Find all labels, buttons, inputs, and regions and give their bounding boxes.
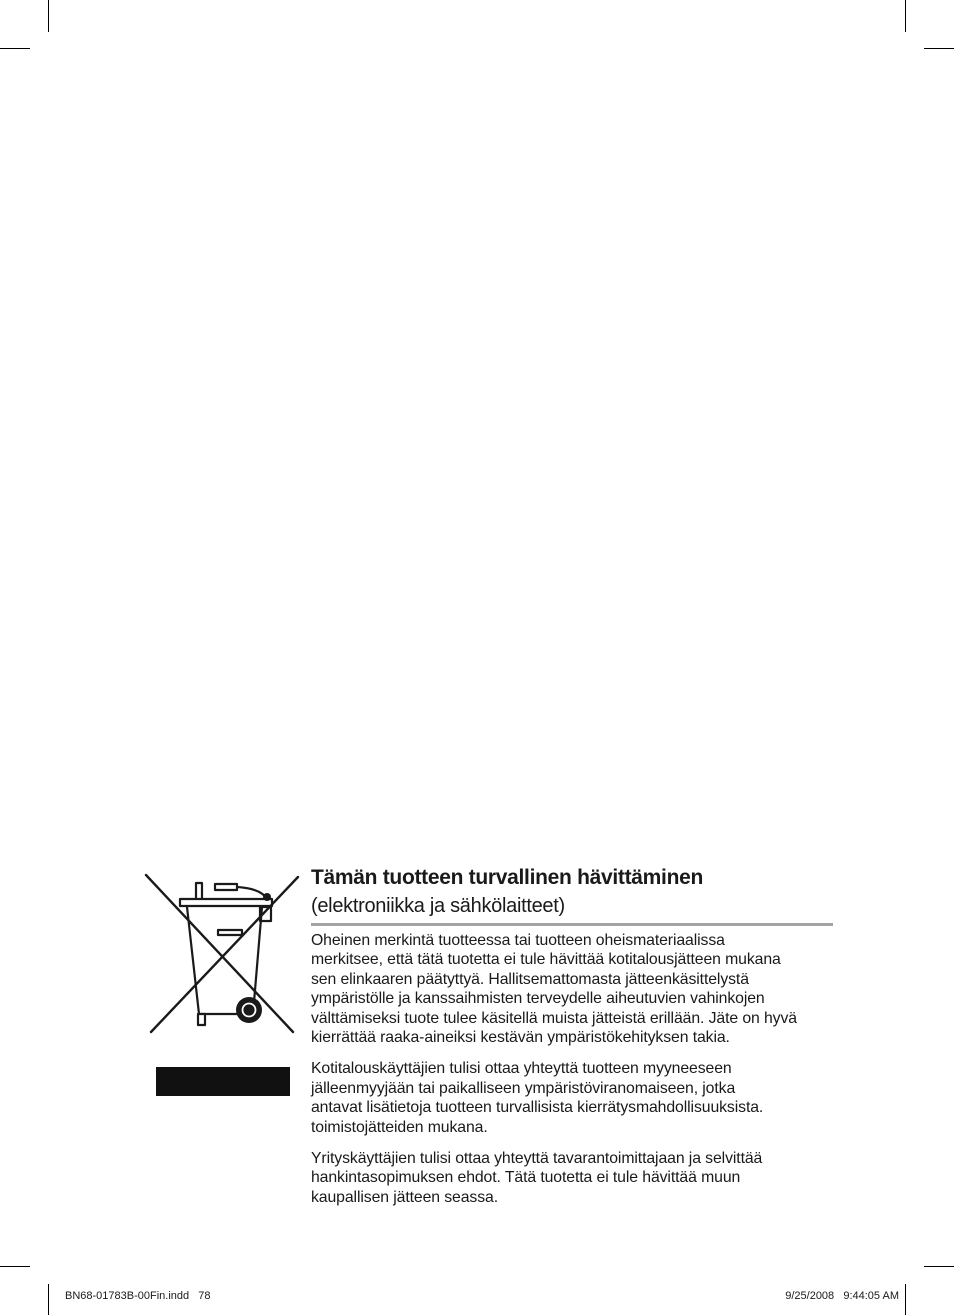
text-line: kierrättää raaka-aineiksi kestävän ympäristökehityksen takia. — [311, 1029, 730, 1047]
paragraph — [311, 1149, 833, 1207]
paragraph — [311, 931, 833, 1047]
crop-mark-top-right-horizontal — [924, 48, 954, 49]
section-title: Tämän tuotteen turvallinen hävittäminen — [311, 866, 704, 889]
text-line: Kotitalouskäyttäjien tulisi ottaa yhteyttä tuotteen myyneeseen — [311, 1060, 732, 1078]
footer-file-name: BN68-01783B-00Fin.indd 78 — [65, 1290, 211, 1302]
text-line: merkitsee, että tätä tuotetta ei tule hävittää kotitalousjätteen mukana — [311, 951, 781, 969]
crop-mark-bottom-left-vertical — [48, 1284, 49, 1315]
crop-mark-bottom-left-horizontal — [0, 1266, 30, 1267]
disposal-info-section — [311, 863, 833, 1219]
text-line: hankintasopimuksen ehdot. Tätä tuotetta ei tule hävittää muun — [311, 1169, 741, 1187]
text-line: antavat lisätietoja tuotteen turvallisista kierrätysmahdollisuuksista. — [311, 1099, 764, 1117]
crop-mark-bottom-right-horizontal — [924, 1266, 954, 1267]
text-line: sen elinkaaren päätyttyä. Hallitsemattomasta jätteenkäsittelystä — [311, 970, 749, 988]
crop-mark-top-left-vertical — [48, 0, 49, 32]
crop-mark-bottom-right-vertical — [905, 1284, 906, 1315]
crossed-out-wheeled-bin-icon — [143, 872, 301, 1036]
section-subtitle: (elektroniikka ja sähkölaitteet) — [311, 895, 565, 917]
text-line: kaupallisen jätteen seassa. — [311, 1188, 498, 1206]
text-line: ympäristölle ja kanssaihmisten terveydelle aiheutuvien vahinkojen — [311, 990, 765, 1008]
crop-mark-top-left-horizontal — [0, 48, 30, 49]
text-line: välttämiseksi tuote tulee käsitellä muista jätteistä erillään. Jäte on hyvä — [311, 1009, 797, 1027]
text-line: toimistojätteiden mukana. — [311, 1118, 488, 1136]
heading-underline — [311, 923, 833, 926]
paragraph — [311, 1059, 833, 1137]
black-bar — [156, 1067, 290, 1096]
text-line: Yrityskäyttäjien tulisi ottaa yhteyttä tavarantoimittajaan ja selvittää — [311, 1150, 763, 1168]
text-line: jälleenmyyjään tai paikalliseen ympäristöviranomaiseen, jotka — [311, 1079, 736, 1097]
footer-timestamp: 9/25/2008 9:44:05 AM — [785, 1290, 899, 1302]
text-line: Oheinen merkintä tuotteessa tai tuotteen oheismateriaalissa — [311, 932, 725, 949]
crop-mark-top-right-vertical — [905, 0, 906, 32]
